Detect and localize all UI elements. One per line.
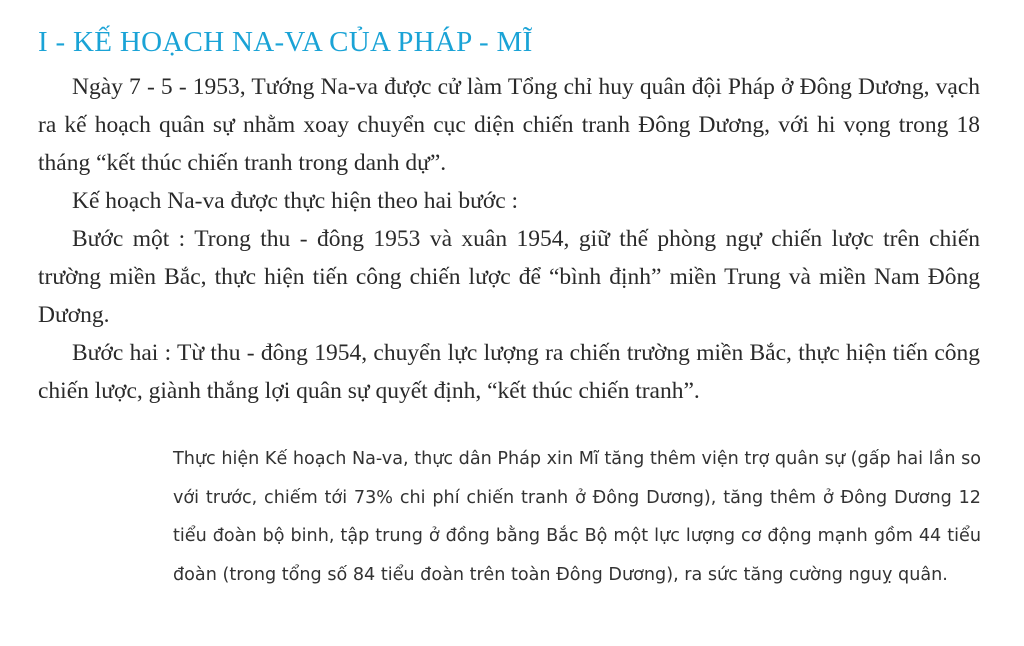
body-text (38, 68, 980, 410)
paragraph-step-one: Bước một : Trong thu - đông 1953 và xuân 1954, giữ thế phòng ngự chiến lược trên chiến trường miền Bắc, thực hiện tiến công chiến lược để “bình định” miền Trung và miền Nam Đông Dương. (38, 226, 980, 328)
paragraph-intro: Ngày 7 - 5 - 1953, Tướng Na-va được cử làm Tổng chỉ huy quân đội Pháp ở Đông Dương, vạch ra kế hoạch quân sự nhằm xoay chuyển cục diện chiến tranh Đông Dương, với hi vọng trong 18 tháng “kết thúc chiến tranh trong danh dự”. (38, 74, 980, 176)
paragraph-steps-intro: Kế hoạch Na-va được thực hiện theo hai bước : (72, 188, 519, 214)
section-title: I - KẾ HOẠCH NA-VA CỦA PHÁP - MĨ (38, 26, 533, 58)
supplementary-note: Thực hiện Kế hoạch Na-va, thực dân Pháp xin Mĩ tăng thêm viện trợ quân sự (gấp hai lần so với trước, chiếm tới 73% chi phí chiến tranh ở Đông Dương), tăng thêm ở Đông Dương 12 tiểu đoàn bộ binh, tập trung ở đồng bằng Bắc Bộ một lực lượng cơ động mạnh gồm 44 tiểu đoàn (trong tổng số 84 tiểu đoàn trên toàn Đông Dương), ra sức tăng cường nguỵ quân. (173, 449, 981, 585)
paragraph-step-two: Bước hai : Từ thu - đông 1954, chuyển lực lượng ra chiến trường miền Bắc, thực hiện tiến công chiến lược, giành thắng lợi quân sự quyết định, “kết thúc chiến tranh”. (38, 340, 980, 404)
